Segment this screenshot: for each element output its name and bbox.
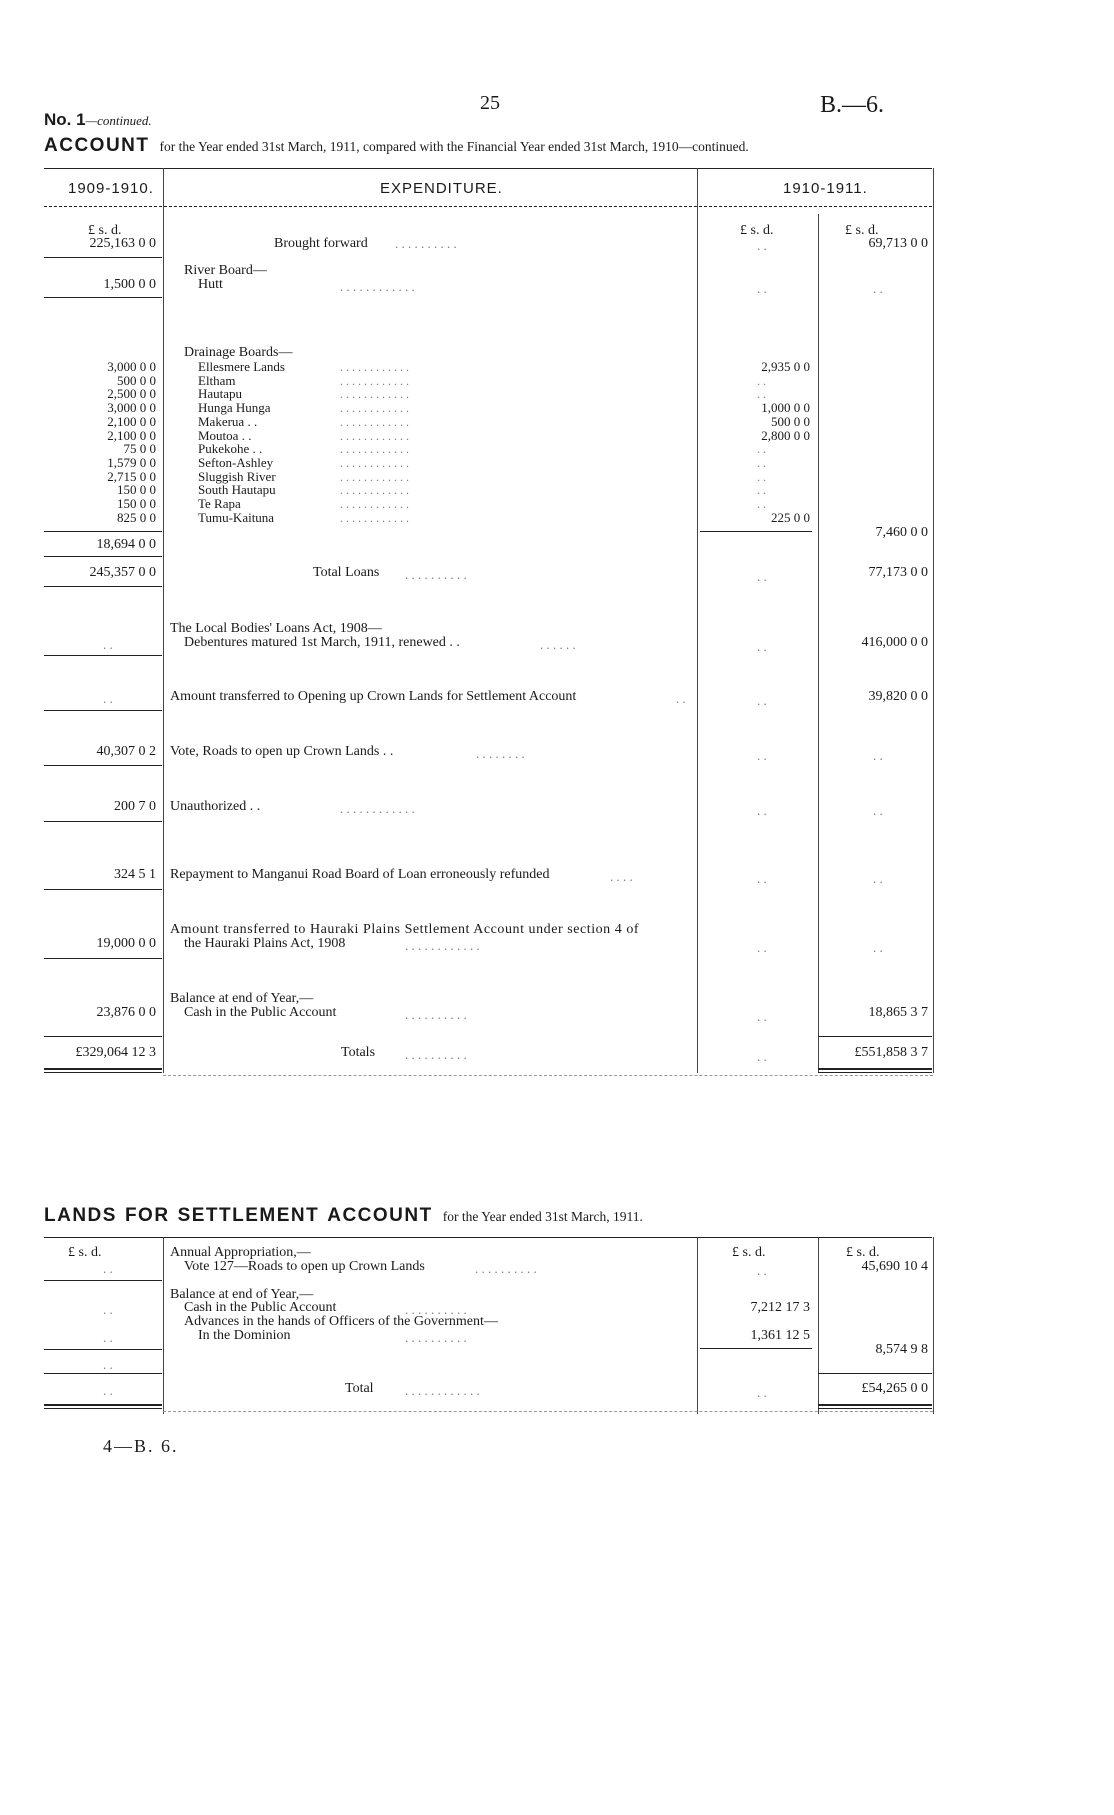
drainage-row-mid: 500 0 0 bbox=[771, 414, 810, 429]
drainage-row-mid: . . bbox=[757, 387, 766, 401]
brought-forward-label: Brought forward bbox=[274, 236, 368, 251]
total-loans-prev: 245,357 0 0 bbox=[89, 565, 156, 580]
drainage-total-right: 7,460 0 0 bbox=[875, 525, 928, 540]
drainage-row-dots: . . . . . . . . . . . . bbox=[340, 483, 409, 497]
drainage-row-prev: 150 0 0 bbox=[117, 496, 156, 511]
river-board-prev: 1,500 0 0 bbox=[103, 277, 156, 292]
lfs-title-word3: SETTLEMENT bbox=[177, 1205, 320, 1226]
repayment-mid: . . bbox=[757, 871, 767, 886]
lfs-annual-prev: . . bbox=[103, 1261, 113, 1276]
drainage-row-mid: . . bbox=[757, 456, 766, 470]
drainage-row-prev: 75 0 0 bbox=[123, 441, 156, 456]
river-board-mid: . . bbox=[757, 281, 767, 296]
drainage-row-label: Tumu-Kaituna bbox=[198, 510, 275, 525]
drainage-row-dots: . . . . . . . . . . . . bbox=[340, 360, 409, 374]
lfs-balance-heading: Balance at end of Year,— bbox=[170, 1287, 314, 1302]
hauraki-line2: the Hauraki Plains Act, 1908 bbox=[184, 936, 346, 951]
hauraki-dots: . . . . . . . . . . . . bbox=[405, 938, 480, 953]
no-label bbox=[44, 110, 152, 130]
balance-label: Cash in the Public Account bbox=[184, 1005, 337, 1020]
unauthorized-mid: . . bbox=[757, 803, 767, 818]
footer-reference: 4—B. 6. bbox=[103, 1436, 179, 1456]
drainage-row-label: Makerua . . bbox=[198, 414, 258, 429]
lfs-advances-heading: Advances in the hands of Officers of the Government— bbox=[184, 1314, 498, 1329]
account-title bbox=[44, 135, 749, 157]
currency-head-right: £ s. d. bbox=[845, 223, 879, 238]
lfs-total-dots: . . . . . . . . . . . . bbox=[405, 1383, 480, 1398]
repayment-dots: . . . . bbox=[610, 869, 633, 884]
river-board-heading: River Board— bbox=[184, 263, 267, 278]
total-loans-label: Total Loans bbox=[313, 565, 380, 580]
drainage-row-prev: 3,000 0 0 bbox=[107, 359, 156, 374]
drainage-row-mid: 225 0 0 bbox=[771, 510, 810, 525]
drainage-row-dots: . . . . . . . . . . . . bbox=[340, 374, 409, 388]
totals-label: Totals bbox=[341, 1045, 376, 1060]
drainage-row-prev: 3,000 0 0 bbox=[107, 400, 156, 415]
vote-roads-label: Vote, Roads to open up Crown Lands . . bbox=[170, 744, 394, 759]
vote-roads-right: . . bbox=[873, 748, 883, 763]
lfs-title bbox=[44, 1205, 643, 1227]
brought-forward-mid: . . bbox=[757, 238, 767, 253]
drainage-heading: Drainage Boards— bbox=[184, 345, 293, 360]
lfs-annual-right: 45,690 10 4 bbox=[861, 1259, 928, 1274]
no-label-continued: —continued. bbox=[85, 113, 152, 128]
local-bodies-right: 416,000 0 0 bbox=[861, 635, 928, 650]
lfs-total-mid: . . bbox=[757, 1385, 767, 1400]
lfs-cash-dots: . . . . . . . . . . bbox=[405, 1302, 467, 1317]
unauthorized-right: . . bbox=[873, 803, 883, 818]
lfs-cash-mid: 7,212 17 3 bbox=[750, 1300, 810, 1315]
local-bodies-prev: . . bbox=[103, 637, 113, 652]
drainage-row-mid: . . bbox=[757, 374, 766, 388]
drainage-row-prev: 825 0 0 bbox=[117, 510, 156, 525]
hauraki-right: . . bbox=[873, 940, 883, 955]
document-reference: B.—6. bbox=[820, 92, 885, 118]
local-bodies-heading: The Local Bodies' Loans Act, 1908— bbox=[170, 621, 382, 636]
page-number: 25 bbox=[480, 92, 500, 114]
river-board-right: . . bbox=[873, 281, 883, 296]
lfs-annual-mid: . . bbox=[757, 1263, 767, 1278]
lfs-balance-right: 8,574 9 8 bbox=[875, 1342, 928, 1357]
lfs-dominion-label: In the Dominion bbox=[198, 1328, 291, 1343]
currency-head-left: £ s. d. bbox=[88, 223, 122, 238]
lfs-dominion-mid: 1,361 12 5 bbox=[750, 1328, 810, 1343]
drainage-row-label: Pukekohe . . bbox=[198, 441, 263, 456]
drainage-row-dots: . . . . . . . . . . . . bbox=[340, 415, 409, 429]
drainage-row-dots: . . . . . . . . . . . . bbox=[340, 456, 409, 470]
col-header-1909: 1909-1910. bbox=[68, 180, 154, 197]
lfs-dominion-dots: . . . . . . . . . . bbox=[405, 1330, 467, 1345]
drainage-row-prev: 2,715 0 0 bbox=[107, 469, 156, 484]
drainage-row-dots: . . . . . . . . . . . . bbox=[340, 401, 409, 415]
drainage-row-mid: . . bbox=[757, 442, 766, 456]
drainage-row-prev: 150 0 0 bbox=[117, 482, 156, 497]
transferred-prev: . . bbox=[103, 691, 113, 706]
lfs-cash-label: Cash in the Public Account bbox=[184, 1300, 337, 1315]
totals-right: £551,858 3 7 bbox=[854, 1045, 928, 1060]
balance-mid: . . bbox=[757, 1009, 767, 1024]
col-header-1911: 1910-1911. bbox=[783, 180, 868, 197]
drainage-row-dots: . . . . . . . . . . . . bbox=[340, 442, 409, 456]
drainage-row-prev: 2,100 0 0 bbox=[107, 414, 156, 429]
drainage-row-mid: 2,935 0 0 bbox=[761, 359, 810, 374]
drainage-row-prev: 2,500 0 0 bbox=[107, 386, 156, 401]
lfs-dominion-prev: . . bbox=[103, 1330, 113, 1345]
totals-prev: £329,064 12 3 bbox=[75, 1045, 156, 1060]
drainage-row-label: Sefton-Ashley bbox=[198, 455, 274, 470]
unauthorized-label: Unauthorized . . bbox=[170, 799, 261, 814]
lfs-annual-dots: . . . . . . . . . . bbox=[475, 1261, 537, 1276]
total-loans-dots: . . . . . . . . . . bbox=[405, 567, 467, 582]
lfs-head-right: £ s. d. bbox=[846, 1245, 880, 1260]
lfs-total-prev: . . bbox=[103, 1383, 113, 1398]
brought-forward-prev: 225,163 0 0 bbox=[89, 236, 156, 251]
totals-dots: . . . . . . . . . . bbox=[405, 1047, 467, 1062]
vote-roads-prev: 40,307 0 2 bbox=[96, 744, 156, 759]
transferred-label: Amount transferred to Opening up Crown Lands for Settlement Account bbox=[170, 689, 577, 704]
drainage-row-label: South Hautapu bbox=[198, 482, 276, 497]
lfs-title-word1: LANDS bbox=[44, 1205, 117, 1226]
drainage-total-prev: 18,694 0 0 bbox=[96, 537, 156, 552]
lfs-head-left: £ s. d. bbox=[68, 1245, 102, 1260]
drainage-row-label: Moutoa . . bbox=[198, 428, 252, 443]
unauthorized-dots: . . . . . . . . . . . . bbox=[340, 801, 415, 816]
lfs-total-label: Total bbox=[345, 1381, 374, 1396]
drainage-row-label: Sluggish River bbox=[198, 469, 276, 484]
account-title-word: ACCOUNT bbox=[44, 135, 150, 156]
local-bodies-mid: . . bbox=[757, 639, 767, 654]
drainage-row-prev: 2,100 0 0 bbox=[107, 428, 156, 443]
lfs-annual-heading: Annual Appropriation,— bbox=[170, 1245, 311, 1260]
total-loans-right: 77,173 0 0 bbox=[868, 565, 928, 580]
drainage-row-prev: 500 0 0 bbox=[117, 373, 156, 388]
hauraki-mid: . . bbox=[757, 940, 767, 955]
lfs-head-mid: £ s. d. bbox=[732, 1245, 766, 1260]
drainage-row-label: Hunga Hunga bbox=[198, 400, 271, 415]
unauthorized-prev: 200 7 0 bbox=[114, 799, 156, 814]
repayment-right: . . bbox=[873, 871, 883, 886]
no-label-text: No. 1 bbox=[44, 110, 86, 129]
drainage-row-dots: . . . . . . . . . . . . bbox=[340, 511, 409, 525]
drainage-row-mid: . . bbox=[757, 483, 766, 497]
total-loans-mid: . . bbox=[757, 569, 767, 584]
local-bodies-label: Debentures matured 1st March, 1911, renewed . . bbox=[184, 635, 460, 650]
transferred-right: 39,820 0 0 bbox=[868, 689, 928, 704]
account-title-rest: for the Year ended 31st March, 1911, compared with the Financial Year ended 31st March, 1910—continued. bbox=[159, 139, 749, 154]
brought-forward-dots: . . . . . . . . . . bbox=[395, 236, 457, 251]
lfs-title-word2: FOR bbox=[124, 1205, 170, 1226]
vote-roads-dots: . . . . . . . . bbox=[476, 746, 525, 761]
totals-mid: . . bbox=[757, 1049, 767, 1064]
lfs-title-rest: for the Year ended 31st March, 1911. bbox=[442, 1209, 643, 1224]
drainage-row-prev: 1,579 0 0 bbox=[107, 455, 156, 470]
transferred-mid: . . bbox=[757, 693, 767, 708]
drainage-row-label: Te Rapa bbox=[198, 496, 241, 511]
drainage-row-dots: . . . . . . . . . . . . bbox=[340, 470, 409, 484]
drainage-row-label: Eltham bbox=[198, 373, 236, 388]
drainage-row-mid: . . bbox=[757, 470, 766, 484]
river-board-dots: . . . . . . . . . . . . bbox=[340, 279, 415, 294]
lfs-cash-prev: . . bbox=[103, 1302, 113, 1317]
drainage-row-dots: . . . . . . . . . . . . bbox=[340, 497, 409, 511]
col-header-expenditure: EXPENDITURE. bbox=[380, 180, 503, 197]
balance-dots: . . . . . . . . . . bbox=[405, 1007, 467, 1022]
lfs-annual-label: Vote 127—Roads to open up Crown Lands bbox=[184, 1259, 425, 1274]
drainage-row-label: Hautapu bbox=[198, 386, 243, 401]
vote-roads-mid: . . bbox=[757, 748, 767, 763]
balance-right: 18,865 3 7 bbox=[868, 1005, 928, 1020]
drainage-row-dots: . . . . . . . . . . . . bbox=[340, 387, 409, 401]
transferred-dots: . . bbox=[676, 691, 686, 706]
drainage-row-label: Ellesmere Lands bbox=[198, 359, 285, 374]
currency-head-mid: £ s. d. bbox=[740, 223, 774, 238]
repayment-label: Repayment to Manganui Road Board of Loan erroneously refunded bbox=[170, 867, 550, 882]
lfs-total-right: £54,265 0 0 bbox=[861, 1381, 928, 1396]
repayment-prev: 324 5 1 bbox=[114, 867, 156, 882]
local-bodies-dots: . . . . . . bbox=[540, 637, 576, 652]
brought-forward-right: 69,713 0 0 bbox=[868, 236, 928, 251]
balance-heading: Balance at end of Year,— bbox=[170, 991, 314, 1006]
drainage-row-mid: . . bbox=[757, 497, 766, 511]
drainage-row-dots: . . . . . . . . . . . . bbox=[340, 429, 409, 443]
hauraki-line1: Amount transferred to Hauraki Plains Settlement Account under section 4 of bbox=[170, 922, 640, 937]
river-board-hutt: Hutt bbox=[198, 277, 223, 292]
balance-prev: 23,876 0 0 bbox=[96, 1005, 156, 1020]
hauraki-prev: 19,000 0 0 bbox=[96, 936, 156, 951]
lfs-blank-prev: . . bbox=[103, 1357, 113, 1372]
drainage-row-mid: 1,000 0 0 bbox=[761, 400, 810, 415]
drainage-row-mid: 2,800 0 0 bbox=[761, 428, 810, 443]
lfs-title-word4: ACCOUNT bbox=[327, 1205, 433, 1226]
